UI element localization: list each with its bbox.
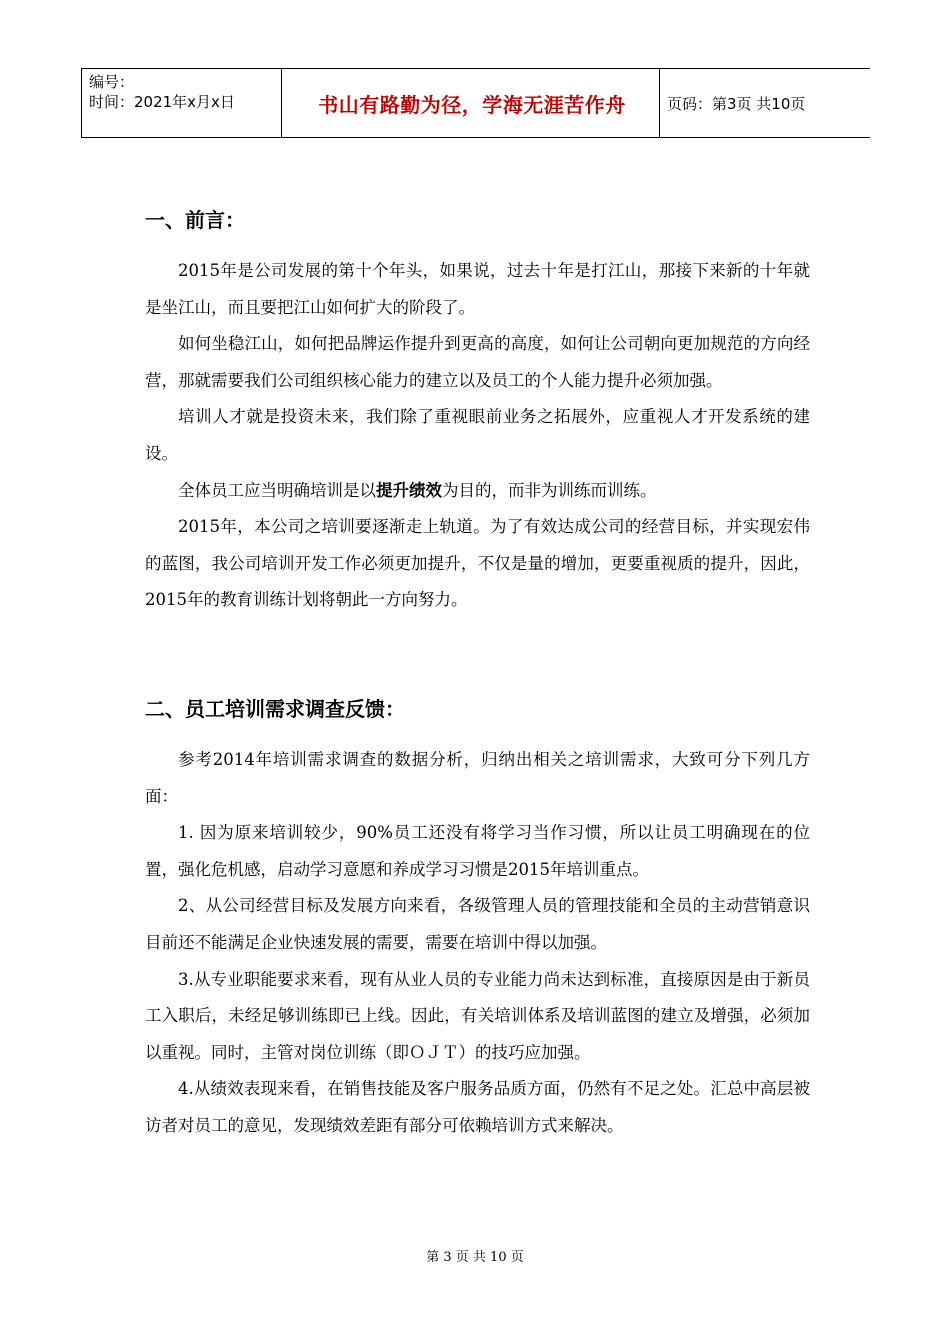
- page-footer: 第 3 页 共 10 页: [426, 1250, 524, 1265]
- header-page-info: 页码：第3页 共10页: [667, 94, 806, 113]
- section-heading-survey: 二、员工培训需求调查反馈：: [145, 696, 405, 721]
- paragraph: [145, 473, 810, 510]
- paragraph-text: 为目的，而非为训练而训练。: [442, 480, 657, 500]
- header-divider: [281, 69, 282, 137]
- paragraph-text: 全体员工应当明确培训是以: [178, 480, 376, 500]
- emphasis-text: 提升绩效: [376, 480, 442, 500]
- paragraph: 培训人才就是投资未来，我们除了重视眼前业务之拓展外，应重视人才开发系统的建设。: [145, 407, 810, 463]
- header-divider: [659, 69, 660, 137]
- document-date: 时间：2021年x月x日: [89, 93, 235, 111]
- paragraph: 2015年是公司发展的第十个年头，如果说，过去十年是打江山，那接下来新的十年就是坐江山，而且要把江山如何扩大的阶段了。: [145, 261, 810, 317]
- header-meta: [89, 72, 235, 112]
- paragraph: 如何坐稳江山，如何把品牌运作提升到更高的高度，如何让公司朝向更加规范的方向经营，那就需要我们公司组织核心能力的建立以及员工的个人能力提升必须加强。: [145, 334, 810, 390]
- section-heading-preface: 一、前言：: [145, 208, 245, 232]
- document-number-label: 编号：: [89, 73, 135, 91]
- header-table: [81, 68, 870, 138]
- list-item: 2、从公司经营目标及发展方向来看，各级管理人员的管理技能和全员的主动营销意识目前还不能满足企业快速发展的需要，需要在培训中得以加强。: [145, 896, 810, 952]
- list-item: 1. 因为原来培训较少，90%员工还没有将学习当作习惯，所以让员工明确现在的位置，强化危机感，启动学习意愿和养成学习习惯是2015年培训重点。: [145, 823, 810, 879]
- paragraph: 2015年，本公司之培训要逐渐走上轨道。为了有效达成公司的经营目标，并实现宏伟的蓝图，我公司培训开发工作必须更加提升，不仅是量的增加，更要重视质的提升，因此，2015年的教育训练计划将朝此一方向努力。: [145, 517, 810, 610]
- header-motto: 书山有路勤为径，学海无涯苦作舟: [318, 92, 626, 117]
- document-body: [145, 200, 810, 1144]
- header-divider: [81, 69, 82, 137]
- list-item: 3.从专业职能要求来看，现有从业人员的专业能力尚未达到标准，直接原因是由于新员工入职后，未经足够训练即已上线。因此，有关培训体系及培训蓝图的建立及增强，必须加以重视。同时，主管对岗位训练（即ＯＪＴ）的技巧应加强。: [145, 969, 810, 1062]
- list-item: 4.从绩效表现来看，在销售技能及客户服务品质方面，仍然有不足之处。汇总中高层被访者对员工的意见，发现绩效差距有部分可依赖培训方式来解决。: [145, 1079, 810, 1135]
- paragraph: 参考2014年培训需求调查的数据分析，归纳出相关之培训需求，大致可分下列几方面：: [145, 749, 810, 806]
